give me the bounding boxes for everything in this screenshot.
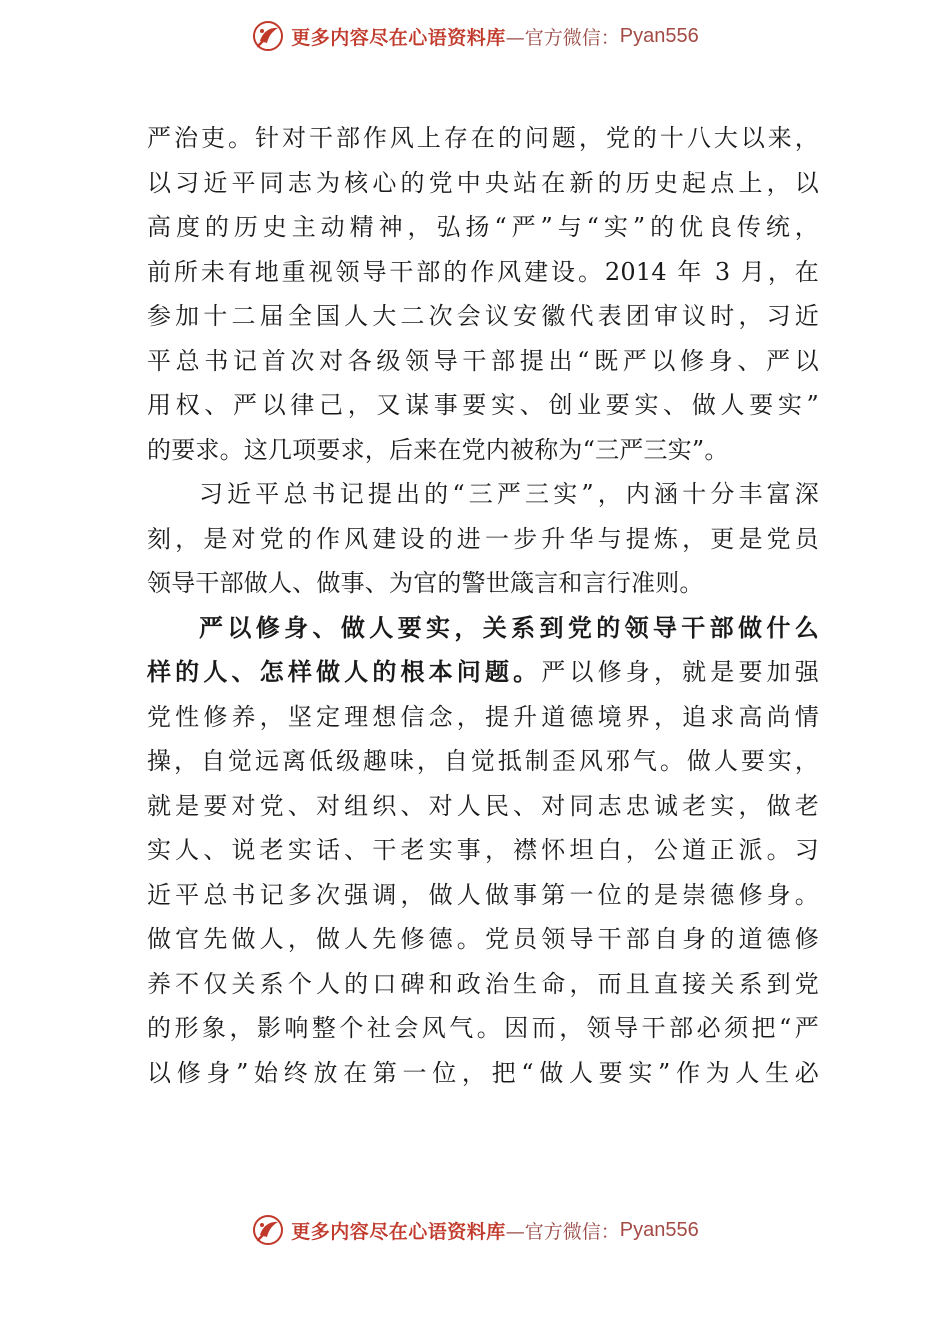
header-banner bbox=[0, 16, 950, 56]
header-wechat-id: Pyan556 bbox=[619, 24, 699, 47]
text-line: 操，自觉远离低级趣味，自觉抵制歪风邪气。做人要实， bbox=[147, 747, 819, 775]
text-line: 平总书记首次对各级领导干部提出“既严以修身、严以 bbox=[147, 346, 819, 375]
text-line: 实人、说老实话、干老实事，襟怀坦白，公道正派。习 bbox=[147, 836, 819, 864]
header-brand-text: 更多内容尽在心语资料库 bbox=[291, 26, 506, 49]
footer-banner bbox=[0, 1210, 950, 1250]
text-line: 前所未有地重视领导干部的作风建设。2014 年 3 月，在 bbox=[147, 257, 819, 286]
text-line: 的要求。这几项要求，后来在党内被称为“三严三实”。 bbox=[147, 435, 729, 464]
text-line-bold: 严以修身、做人要实，关系到党的领导干部做什么 bbox=[199, 612, 819, 642]
regular-phrase: 严以修身，就是要加强 bbox=[541, 658, 819, 686]
text-line: 领导干部做人、做事、为官的警世箴言和言行准则。 bbox=[147, 569, 704, 597]
text-line: 用权、严以律己，又谋事要实、创业要实、做人要实” bbox=[147, 391, 819, 419]
text-line: 就是要对党、对组织、对人民、对同志忠诚老实，做老 bbox=[147, 791, 819, 820]
text-line-mixed bbox=[147, 650, 819, 695]
footer-brand-text: 更多内容尽在心语资料库 bbox=[291, 1220, 506, 1243]
bold-phrase: 样的人、怎样做人的根本问题。 bbox=[147, 657, 542, 686]
text-line: 做官先做人，做人先修德。党员领导干部自身的道德修 bbox=[147, 925, 819, 953]
document-body bbox=[147, 116, 819, 1095]
text-line: 党性修养，坚定理想信念，提升道德境界，追求高尚情 bbox=[147, 702, 819, 731]
text-line: 以修身”始终放在第一位，把“做人要实”作为人生必 bbox=[147, 1058, 819, 1087]
text-line: 近平总书记多次强调，做人做事第一位的是崇德修身。 bbox=[147, 880, 819, 909]
header-sub-text: —官方微信： bbox=[505, 26, 620, 49]
text-line: 的形象，影响整个社会风气。因而，领导干部必须把“严 bbox=[147, 1014, 819, 1042]
text-line: 以习近平同志为核心的党中央站在新的历史起点上，以 bbox=[147, 168, 819, 197]
text-line: 刻，是对党的作风建设的进一步升华与提炼，更是党员 bbox=[147, 524, 819, 553]
brand-logo-icon bbox=[251, 1213, 285, 1247]
footer-wechat-id: Pyan556 bbox=[619, 1218, 699, 1241]
text-line: 习近平总书记提出的“三严三实”，内涵十分丰富深 bbox=[199, 480, 819, 508]
brand-logo-icon bbox=[251, 19, 285, 53]
text-line: 严治吏。针对干部作风上存在的问题，党的十八大以来， bbox=[147, 124, 819, 152]
text-line: 高度的历史主动精神，弘扬“严”与“实”的优良传统， bbox=[147, 213, 819, 241]
text-line: 参加十二届全国人大二次会议安徽代表团审议时，习近 bbox=[147, 302, 819, 330]
text-line: 养不仅关系个人的口碑和政治生命，而且直接关系到党 bbox=[147, 969, 819, 998]
footer-sub-text: —官方微信： bbox=[505, 1220, 620, 1243]
